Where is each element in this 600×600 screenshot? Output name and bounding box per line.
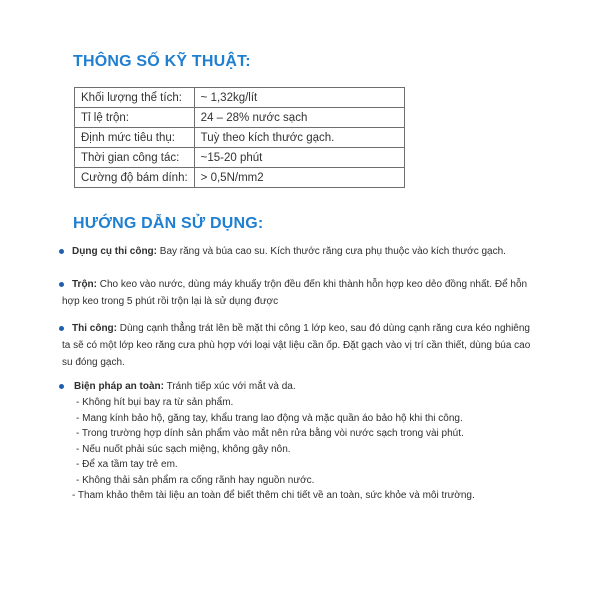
bullet-dot-icon bbox=[59, 384, 64, 389]
item-text: Tránh tiếp xúc với mắt và da. bbox=[164, 381, 296, 392]
list-item: - Không thải sản phẩm ra cống rãnh hay nguồn nước. bbox=[76, 474, 315, 486]
safety-list bbox=[62, 395, 532, 504]
table-row bbox=[75, 108, 405, 128]
spec-label: Tỉ lệ trộn: bbox=[75, 108, 195, 128]
item-lead: Dụng cụ thi công: bbox=[72, 246, 157, 257]
spec-label: Khối lượng thể tích: bbox=[75, 88, 195, 108]
item-lead: Trộn: bbox=[72, 279, 97, 290]
spec-table bbox=[74, 87, 405, 188]
table-row bbox=[75, 168, 405, 188]
list-item: - Mang kính bảo hộ, găng tay, khẩu trang lao động và mặc quần áo bảo hộ khi thi công. bbox=[76, 412, 463, 424]
spec-title: THÔNG SỐ KỸ THUẬT: bbox=[73, 53, 251, 70]
table-row bbox=[75, 128, 405, 148]
list-item: - Để xa tầm tay trẻ em. bbox=[76, 459, 178, 470]
spec-label: Cường độ bám dính: bbox=[75, 168, 195, 188]
bullet-dot-icon bbox=[59, 249, 64, 254]
bullet-dot-icon bbox=[59, 326, 64, 331]
item-text: Dùng cạnh thẳng trát lên bề mặt thi công 1 lớp keo, sau đó dùng cạnh răng cưa kéo nghiêng ta sẽ có một lớp keo răng cưa phù hợp với loại vật liệu cần ốp. Đặt gạch vào vị trí cần thiết, dùng búa cao su đóng gạch. bbox=[62, 323, 531, 368]
spec-value: ~15-20 phút bbox=[194, 148, 404, 168]
list-item: - Tham khảo thêm tài liệu an toàn để biết thêm chi tiết về an toàn, sức khỏe và môi trường. bbox=[72, 490, 475, 501]
guide-item-mixing bbox=[62, 276, 532, 310]
spec-value: 24 – 28% nước sạch bbox=[194, 108, 404, 128]
list-item: - Trong trường hợp dính sản phẩm vào mắt nên rửa bằng vòi nước sạch trong vài phút. bbox=[76, 428, 464, 439]
table-row bbox=[75, 148, 405, 168]
guide-item-application bbox=[62, 320, 532, 371]
guide-title: HƯỚNG DẪN SỬ DỤNG: bbox=[73, 215, 264, 232]
spec-value: > 0,5N/mm2 bbox=[194, 168, 404, 188]
guide-item-tools bbox=[62, 243, 532, 260]
spec-label: Thời gian công tác: bbox=[75, 148, 195, 168]
spec-label: Định mức tiêu thụ: bbox=[75, 128, 195, 148]
spec-value: Tuỳ theo kích thước gạch. bbox=[194, 128, 404, 148]
bullet-dot-icon bbox=[59, 282, 64, 287]
item-lead: Thi công: bbox=[72, 323, 117, 334]
item-text: Cho keo vào nước, dùng máy khuấy trộn đều đến khi thành hỗn hợp keo dẻo đồng nhất. Để hỗn hợp keo trong 5 phút rồi trộn lại là sử dụng được bbox=[62, 279, 528, 307]
item-text: Bay răng và búa cao su. Kích thước răng cưa phụ thuộc vào kích thước gạch. bbox=[157, 246, 506, 257]
guide-item-safety bbox=[62, 378, 532, 504]
spec-value: ~ 1,32kg/lít bbox=[194, 88, 404, 108]
table-row bbox=[75, 88, 405, 108]
item-lead: Biện pháp an toàn: bbox=[74, 381, 164, 392]
list-item: - Nếu nuốt phải súc sạch miệng, không gây nôn. bbox=[76, 443, 291, 455]
list-item: - Không hít bụi bay ra từ sản phẩm. bbox=[76, 397, 234, 408]
